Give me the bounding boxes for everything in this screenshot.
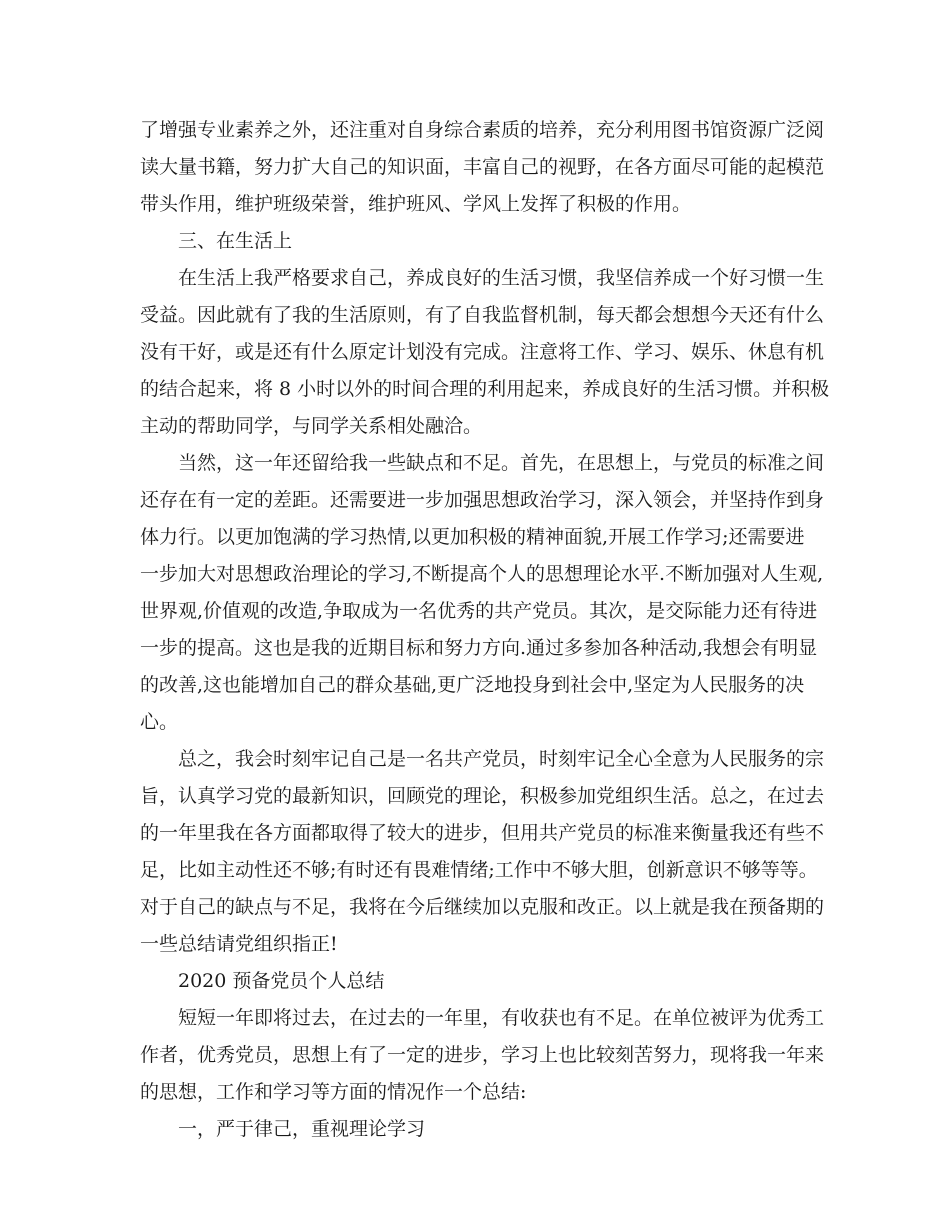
section-heading: 一，严于律己，重视理论学习 <box>178 1118 426 1140</box>
text-line: 对于自己的缺点与不足，我将在今后继续加以克服和改正。以上就是我在预备期的 <box>140 896 825 918</box>
paragraph-start: 总之，我会时刻牢记自己是一名共产党员，时刻牢记全心全意为人民服务的宗 <box>178 748 825 770</box>
text-line: 的改善,这也能增加自己的群众基础,更广泛地投身到社会中,坚定为人民服务的决 <box>140 674 805 696</box>
text-line: 一些总结请党组织指正! <box>140 933 338 955</box>
text-line: 受益。因此就有了我的生活原则，有了自我监督机制，每天都会想想今天还有什么 <box>140 304 825 326</box>
text-line: 作者，优秀党员，思想上有了一定的进步，学习上也比较刻苦努力，现将我一年来 <box>140 1044 825 1066</box>
text-line: 了增强专业素养之外，还注重对自身综合素质的培养，充分利用图书馆资源广泛阅 <box>140 119 825 141</box>
text-line: 的思想，工作和学习等方面的情况作一个总结: <box>140 1081 527 1103</box>
text-line: 一步的提高。这也是我的近期目标和努力方向.通过多参加各种活动,我想会有明显 <box>140 637 818 659</box>
text-line: 足，比如主动性还不够;有时还有畏难情绪;工作中不够大胆，创新意识不够等等。 <box>140 859 818 881</box>
text-line: 一步加大对思想政治理论的学习,不断提高个人的思想理论水平.不断加强对人生观, <box>140 563 824 585</box>
text-line: 主动的帮助同学，与同学关系相处融洽。 <box>140 415 483 437</box>
text-line: 的一年里我在各方面都取得了较大的进步，但用共产党员的标准来衡量我还有些不 <box>140 822 825 844</box>
text-line: 旨，认真学习党的最新知识，回顾党的理论，积极参加党组织生活。总之，在过去 <box>140 785 825 807</box>
text-line: 没有干好，或是还有什么原定计划没有完成。注意将工作、学习、娱乐、休息有机 <box>140 341 825 363</box>
paragraph-start: 短短一年即将过去，在过去的一年里，有收获也有不足。在单位被评为优秀工 <box>178 1007 825 1029</box>
text-line: 心。 <box>140 711 179 733</box>
text-line: 体力行。以更加饱满的学习热情,以更加积极的精神面貌,开展工作学习;还需要进 <box>140 526 805 548</box>
paragraph-start: 在生活上我严格要求自己，养成良好的生活习惯，我坚信养成一个好习惯一生 <box>178 267 825 289</box>
text-line: 读大量书籍，努力扩大自己的知识面，丰富自己的视野，在各方面尽可能的起模范 <box>140 156 825 178</box>
section-heading: 三、在生活上 <box>178 230 293 252</box>
text-line: 还存在有一定的差距。还需要进一步加强思想政治学习，深入领会，并坚持作到身 <box>140 489 825 511</box>
text-line: 的结合起来，将 8 小时以外的时间合理的利用起来，养成良好的生活习惯。并积极 <box>140 378 830 400</box>
text-line: 世界观,价值观的改造,争取成为一名优秀的共产党员。其次，是交际能力还有待进 <box>140 600 818 622</box>
paragraph-start: 当然，这一年还留给我一些缺点和不足。首先，在思想上，与党员的标准之间 <box>178 452 825 474</box>
document-title: 2020 预备党员个人总结 <box>178 970 385 992</box>
text-line: 带头作用，维护班级荣誉，维护班风、学风上发挥了积极的作用。 <box>140 193 692 215</box>
